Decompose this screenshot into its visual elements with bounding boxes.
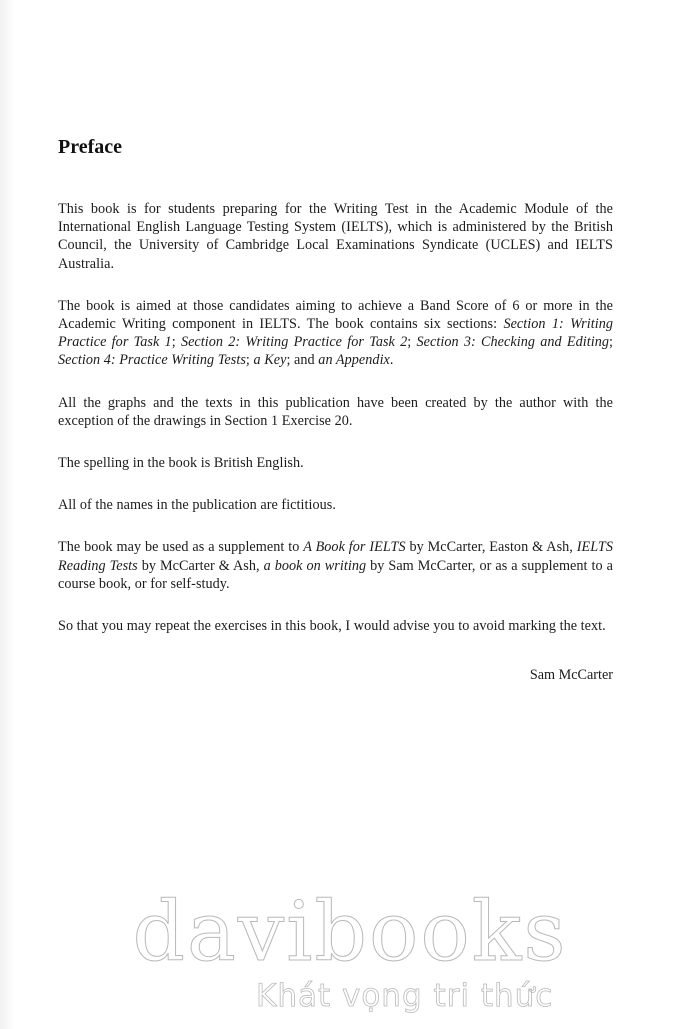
body-text: ; (245, 352, 254, 369)
watermark-tagline: Khát vọng tri thức (256, 978, 554, 1014)
preface-page (58, 134, 613, 684)
body-text: The book is aimed at those candidates aiming to achieve a Band Score of 6 or more in the Academic Writing component in IELTS. The book contains six sections: (58, 297, 613, 333)
paragraph-names (58, 496, 613, 514)
body-text: All the graphs and the texts in this publication have been created by the author with the exception of the drawings in Section 1 Exercise 20. (58, 394, 613, 429)
paragraph-advice (58, 617, 613, 635)
italic-title-text: Section 4: Practice Writing Tests (58, 352, 246, 369)
page-edge-shadow (0, 0, 14, 1029)
paragraph-intro (58, 200, 613, 273)
paragraph-sections (58, 297, 613, 370)
author-signature: Sam McCarter (529, 667, 613, 684)
body-text: by Sam McCarter, or as a supplement to a course book, or for self-study. (58, 557, 613, 592)
italic-title-text: Section 2: Writing Practice for Task 2 (180, 334, 408, 351)
body-text: ; and (286, 352, 319, 369)
paragraph-spelling (58, 454, 613, 472)
italic-title-text: a book on writing (263, 557, 367, 574)
italic-title-text: a Key (253, 352, 287, 369)
body-text: So that you may repeat the exercises in this book, I would advise you to avoid marking the text. (58, 618, 606, 635)
watermark-brand: davibooks (132, 885, 568, 980)
body-text: ; (609, 334, 613, 351)
body-text: by McCarter, Easton & Ash, (405, 539, 577, 556)
italic-title-text: an Appendix (318, 352, 390, 369)
page-title: Preface (58, 136, 123, 158)
paragraph-authorship (58, 394, 613, 430)
body-text: The book may be used as a supplement to (58, 539, 304, 556)
italic-title-text: A Book for IELTS (303, 539, 406, 556)
italic-title-text: Section 3: Checking and Editing (416, 334, 609, 351)
paragraph-supplement (58, 538, 613, 593)
body-text: All of the names in the publication are fictitious. (58, 497, 336, 514)
body-text: The spelling in the book is British English. (58, 455, 304, 472)
body-text: by McCarter & Ash, (137, 557, 264, 574)
body-text: This book is for students preparing for the Writing Test in the Academic Module of the International English Language Testing System (IELTS), which is administered by the British Council, the University of Cambridge Local Examinations Syndicate (UCLES) and IELTS Australia. (58, 201, 613, 272)
body-text: . (389, 352, 394, 369)
body-text: ; (171, 334, 181, 351)
body-text: ; (407, 334, 417, 351)
italic-title-text: Section 1: Writing Practice for Task 1 (58, 316, 613, 351)
italic-title-text: IELTS Reading Tests (58, 539, 613, 574)
